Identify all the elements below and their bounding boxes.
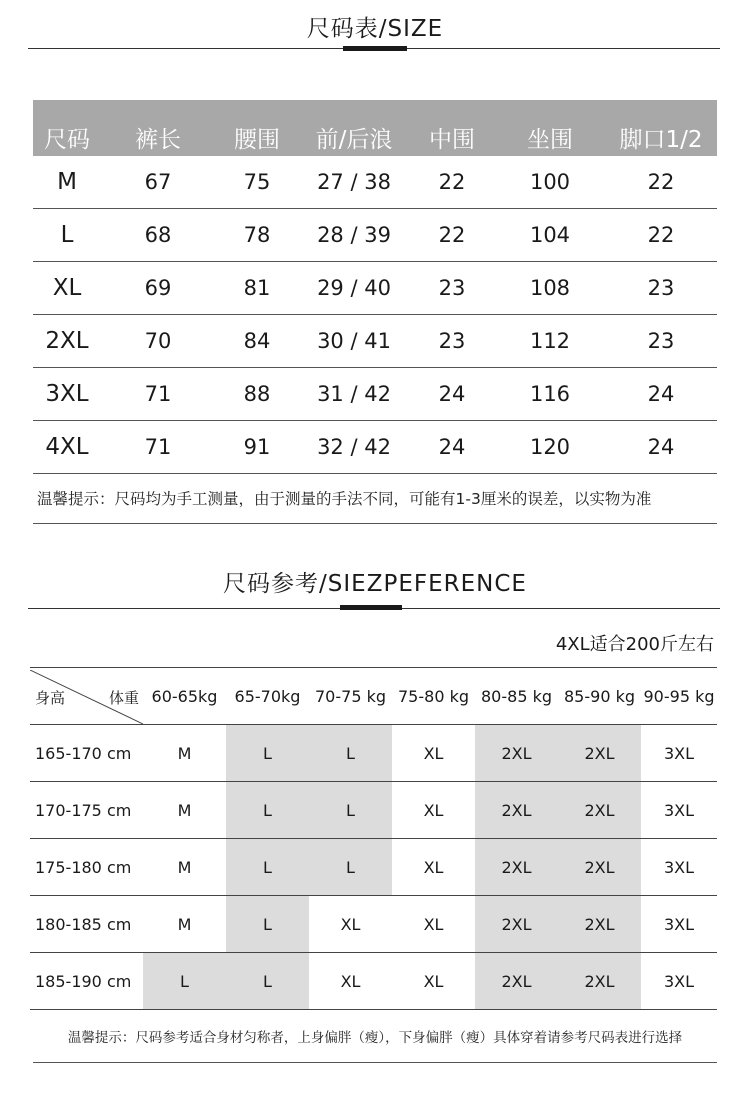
size-cell: 2XL xyxy=(475,782,558,839)
size-cell: L xyxy=(226,953,309,1010)
height-label: 180-185 cm xyxy=(30,896,143,953)
size-cell: M xyxy=(143,725,226,782)
table-row xyxy=(33,315,717,368)
size-reference-table xyxy=(30,667,717,1010)
corner-height-label: 身高 xyxy=(35,689,66,707)
header-cell: 尺码 xyxy=(33,100,101,156)
size-cell: 2XL xyxy=(475,839,558,896)
size-reference-title: 尺码参考/SIEZPEFERENCE xyxy=(223,571,527,597)
size-chart-table xyxy=(33,100,717,474)
size-cell: XL xyxy=(309,953,392,1010)
table-cell: 31 / 42 xyxy=(299,368,409,421)
size-cell: XL xyxy=(392,782,475,839)
table-cell: 70 xyxy=(101,315,215,368)
size-cell: L xyxy=(226,725,309,782)
size-cell: 3XL xyxy=(641,725,717,782)
table-row xyxy=(30,782,717,839)
table-row xyxy=(30,953,717,1010)
size-cell: L xyxy=(309,782,392,839)
corner-cell xyxy=(30,668,143,725)
table-row xyxy=(33,421,717,474)
weight-header: 85-90 kg xyxy=(558,668,641,725)
title-accent-bar xyxy=(343,46,407,51)
size-cell: 3XL xyxy=(641,896,717,953)
size-cell: L xyxy=(226,782,309,839)
table-cell: 30 / 41 xyxy=(299,315,409,368)
note-divider xyxy=(33,1062,717,1063)
table-row xyxy=(33,262,717,315)
table-cell: 84 xyxy=(215,315,299,368)
size-cell: 2XL xyxy=(558,782,641,839)
size-reference-note: 温馨提示：尺码参考适合身材匀称者，上身偏胖（瘦），下身偏胖（瘦）具体穿着请参考尺码表进行选择 xyxy=(67,1030,683,1046)
table-cell: 68 xyxy=(101,209,215,262)
size-cell: 2XL xyxy=(475,896,558,953)
size-cell: XL xyxy=(392,725,475,782)
table-cell: 4XL xyxy=(33,421,101,474)
table-cell: 71 xyxy=(101,421,215,474)
height-label: 165-170 cm xyxy=(30,725,143,782)
header-cell: 脚口1/2 xyxy=(605,100,717,156)
table-cell: 22 xyxy=(605,156,717,209)
size-cell: L xyxy=(309,839,392,896)
table-row xyxy=(33,156,717,209)
table-cell: 81 xyxy=(215,262,299,315)
height-label: 175-180 cm xyxy=(30,839,143,896)
table-cell: 112 xyxy=(495,315,605,368)
table-cell: 69 xyxy=(101,262,215,315)
height-label: 170-175 cm xyxy=(30,782,143,839)
size-cell: XL xyxy=(392,839,475,896)
size-cell: L xyxy=(309,725,392,782)
table-cell: 23 xyxy=(605,315,717,368)
size-cell: 3XL xyxy=(641,782,717,839)
table-cell: 22 xyxy=(409,209,495,262)
table-cell: 29 / 40 xyxy=(299,262,409,315)
header-cell: 裤长 xyxy=(101,100,215,156)
weight-header: 60-65kg xyxy=(143,668,226,725)
height-label: 185-190 cm xyxy=(30,953,143,1010)
table-cell: 23 xyxy=(409,315,495,368)
table-cell: 22 xyxy=(605,209,717,262)
table-row xyxy=(33,368,717,421)
size-cell: L xyxy=(226,896,309,953)
table-cell: 2XL xyxy=(33,315,101,368)
table-row xyxy=(30,839,717,896)
size-cell: L xyxy=(143,953,226,1010)
size-cell: 2XL xyxy=(558,896,641,953)
size-cell: L xyxy=(226,839,309,896)
table-cell: 78 xyxy=(215,209,299,262)
size-cell: 2XL xyxy=(558,725,641,782)
header-cell: 腰围 xyxy=(215,100,299,156)
table-cell: 120 xyxy=(495,421,605,474)
size-cell: 2XL xyxy=(475,725,558,782)
weight-header: 65-70kg xyxy=(226,668,309,725)
weight-header: 75-80 kg xyxy=(392,668,475,725)
header-cell: 前/后浪 xyxy=(299,100,409,156)
size-cell: 2XL xyxy=(475,953,558,1010)
size-cell: XL xyxy=(392,953,475,1010)
size-cell: 3XL xyxy=(641,953,717,1010)
table-cell: 67 xyxy=(101,156,215,209)
table-row xyxy=(33,209,717,262)
table-cell: 88 xyxy=(215,368,299,421)
table-cell: 27 / 38 xyxy=(299,156,409,209)
capacity-note: 4XL适合200斤左右 xyxy=(555,634,714,655)
weight-header: 80-85 kg xyxy=(475,668,558,725)
size-cell: M xyxy=(143,782,226,839)
table-cell: 24 xyxy=(409,421,495,474)
table-cell: 75 xyxy=(215,156,299,209)
table-cell: 24 xyxy=(605,421,717,474)
title-accent-bar xyxy=(340,605,402,610)
table-cell: 28 / 39 xyxy=(299,209,409,262)
size-chart-title: 尺码表/SIZE xyxy=(306,16,444,42)
table-cell: 104 xyxy=(495,209,605,262)
header-cell: 中围 xyxy=(409,100,495,156)
table-cell: 32 / 42 xyxy=(299,421,409,474)
size-cell: M xyxy=(143,839,226,896)
table-cell: M xyxy=(33,156,101,209)
table-row xyxy=(30,896,717,953)
note-divider xyxy=(33,523,717,524)
table-cell: 3XL xyxy=(33,368,101,421)
table-cell: 108 xyxy=(495,262,605,315)
size-cell: 3XL xyxy=(641,839,717,896)
table-cell: 100 xyxy=(495,156,605,209)
weight-header: 70-75 kg xyxy=(309,668,392,725)
size-cell: XL xyxy=(392,896,475,953)
table-cell: L xyxy=(33,209,101,262)
size-cell: M xyxy=(143,896,226,953)
table-cell: XL xyxy=(33,262,101,315)
table-cell: 91 xyxy=(215,421,299,474)
table-cell: 23 xyxy=(605,262,717,315)
weight-header: 90-95 kg xyxy=(641,668,717,725)
size-chart-note: 温馨提示：尺码均为手工测量，由于测量的手法不同，可能有1-3厘米的误差，以实物为准 xyxy=(37,490,652,508)
size-chart-header-row xyxy=(33,100,717,156)
header-cell: 坐围 xyxy=(495,100,605,156)
table-cell: 23 xyxy=(409,262,495,315)
table-cell: 24 xyxy=(605,368,717,421)
table-cell: 22 xyxy=(409,156,495,209)
corner-weight-label: 体重 xyxy=(108,689,139,707)
size-cell: 2XL xyxy=(558,953,641,1010)
size-cell: XL xyxy=(309,896,392,953)
size-cell: 2XL xyxy=(558,839,641,896)
table-cell: 24 xyxy=(409,368,495,421)
table-cell: 71 xyxy=(101,368,215,421)
table-row xyxy=(30,725,717,782)
reference-header-row xyxy=(30,668,717,725)
table-cell: 116 xyxy=(495,368,605,421)
